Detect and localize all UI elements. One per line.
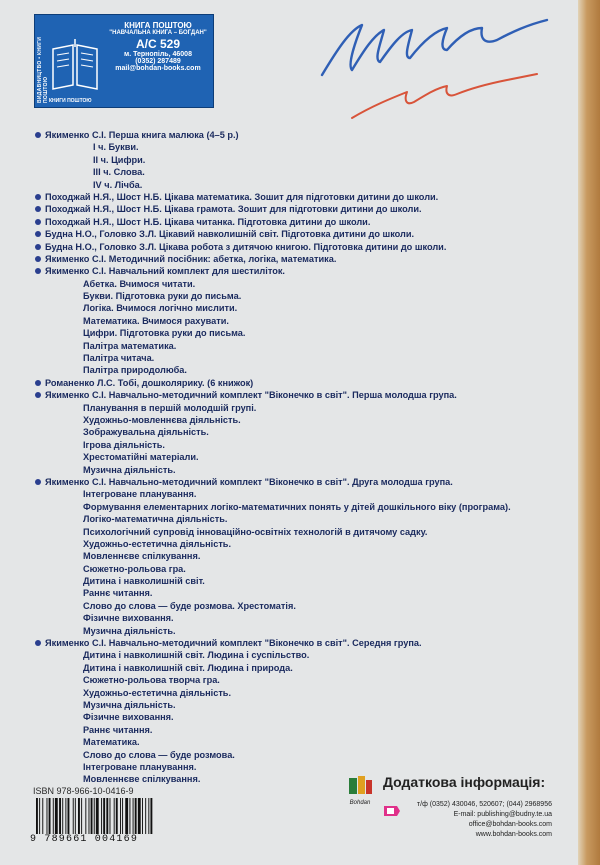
mail-box-heading: КНИГА ПОШТОЮ bbox=[124, 21, 192, 30]
catalog-subentry: Психологічний супровід інноваційно-освітніх технологій в дитячому садку. bbox=[83, 526, 428, 537]
catalog-subentry: Раннє читання. bbox=[83, 724, 153, 735]
catalog-subentry: Інтегроване планування. bbox=[83, 489, 197, 500]
catalog-subentry: Сюжетно-рольова гра. bbox=[83, 563, 186, 574]
catalog-subentry: Букви. Підготовка руки до письма. bbox=[83, 291, 242, 302]
catalog-entry: Походжай Н.Я., Шост Н.Б. Цікава читанка. Підготовка дитини до школи. bbox=[33, 216, 573, 228]
open-book-icon bbox=[49, 35, 101, 91]
barcode bbox=[30, 798, 196, 838]
catalog-subentry: ІІІ ч. Слова. bbox=[93, 167, 145, 178]
catalog-subentry: Зображувальна діяльність. bbox=[83, 427, 209, 438]
catalog-subentry: Сюжетно-рольова творча гра. bbox=[83, 675, 220, 686]
catalog-subentry: Музична діяльність. bbox=[83, 464, 176, 475]
contact-website: www.bohdan-books.com bbox=[475, 831, 552, 838]
catalog-entry: Якименко С.І. Навчально-методичний комплект "Віконечко в світ". Друга молодша група. bbox=[33, 476, 573, 488]
catalog-subentry: Палітра природолюба. bbox=[83, 365, 187, 376]
mail-box-text bbox=[105, 21, 211, 72]
mail-order-box bbox=[34, 14, 214, 108]
contact-info bbox=[402, 800, 552, 840]
catalog-subentry: Логіка. Вчимося логічно мислити. bbox=[83, 303, 238, 314]
catalog-subentry: І ч. Букви. bbox=[93, 142, 139, 153]
catalog-subentry: Художньо-естетична діяльність. bbox=[83, 687, 232, 698]
catalog-entry: Якименко С.І. Методичний посібник: абетка, логіка, математика. bbox=[33, 253, 573, 265]
catalog-subentry: Дитина і навколишній світ. Людина і суспільство. bbox=[83, 650, 310, 661]
mail-box-po-box: А/С 529 bbox=[135, 37, 181, 51]
contact-phone: т/ф (0352) 430046, 520607; (044) 2968956 bbox=[416, 801, 552, 808]
handwritten-scribble bbox=[312, 10, 562, 120]
catalog-entry: Будна Н.О., Головко З.Л. Цікава робота з дитячою книгою. Підготовка дитини до школи. bbox=[33, 241, 573, 253]
catalog-entry: Романенко Л.С. Тобі, дошколярику. (6 книжок) bbox=[33, 377, 573, 389]
book-catalog-list bbox=[33, 129, 573, 786]
catalog-subentry: Фізичне виховання. bbox=[83, 712, 174, 723]
catalog-subentry: Дитина і навколишній світ. bbox=[83, 576, 205, 587]
catalog-entry: Походжай Н.Я., Шост Н.Б. Цікава грамота. Зошит для підготовки дитини до школи. bbox=[33, 203, 573, 215]
catalog-subentry: IV ч. Лічба. bbox=[93, 179, 143, 190]
mail-box-email: mail@bohdan-books.com bbox=[115, 65, 201, 72]
catalog-subentry: Музична діяльність. bbox=[83, 625, 176, 636]
catalog-subentry: Палітра читача. bbox=[83, 353, 155, 364]
contact-email: E-mail: publishing@budny.te.ua bbox=[453, 811, 552, 818]
catalog-subentry: Планування в першій молодшій групі. bbox=[83, 402, 257, 413]
mail-box-city: м. Тернопіль, 46008 bbox=[124, 51, 192, 58]
catalog-subentry: Логіко-математична діяльність. bbox=[83, 514, 228, 525]
catalog-subentry: Слово до слова — буде розмова. bbox=[83, 749, 235, 760]
catalog-entry: Якименко С.І. Перша книга малюка (4–5 р.) bbox=[33, 129, 573, 141]
mail-box-phone: (0352) 287489 bbox=[135, 58, 181, 65]
catalog-subentry: Цифри. Підготовка руки до письма. bbox=[83, 328, 246, 339]
catalog-entry: Якименко С.І. Навчальний комплект для шестиліток. bbox=[33, 265, 573, 277]
additional-info-title: Додаткова інформація: bbox=[383, 774, 546, 790]
catalog-subentry: ІІ ч. Цифри. bbox=[93, 154, 146, 165]
catalog-subentry: Інтегроване планування. bbox=[83, 761, 197, 772]
publisher-logo bbox=[343, 772, 377, 808]
mail-box-bottom-label: КНИГИ ПОШТОЮ bbox=[49, 98, 92, 104]
catalog-entry: Будна Н.О., Головко З.Л. Цікавий навколишній світ. Підготовка дитини до школи. bbox=[33, 228, 573, 240]
catalog-subentry: Раннє читання. bbox=[83, 588, 153, 599]
catalog-subentry: Фізичне виховання. bbox=[83, 613, 174, 624]
catalog-entry: Походжай Н.Я., Шост Н.Б. Цікава математика. Зошит для підготовки дитини до школи. bbox=[33, 191, 573, 203]
catalog-subentry: Мовленнєве спілкування. bbox=[83, 551, 201, 562]
phone-icon bbox=[383, 802, 401, 820]
cover-edge bbox=[578, 0, 600, 865]
logo-text: Bohdan bbox=[349, 800, 371, 806]
catalog-subentry: Хрестоматійні матеріали. bbox=[83, 452, 199, 463]
catalog-subentry: Математика. bbox=[83, 737, 140, 748]
barcode-digits: 9 789661 004169 bbox=[30, 834, 194, 845]
catalog-subentry: Слово до слова — буде розмова. Хрестоматія. bbox=[83, 600, 296, 611]
catalog-subentry: Формування елементарних логіко-математичних понять у дітей дошкільного віку (програма). bbox=[83, 501, 511, 512]
catalog-subentry: Художньо-мовленнєва діяльність. bbox=[83, 414, 241, 425]
contact-office-email: office@bohdan-books.com bbox=[468, 821, 552, 828]
catalog-subentry: Абетка. Вчимося читати. bbox=[83, 278, 196, 289]
catalog-subentry: Музична діяльність. bbox=[83, 699, 176, 710]
catalog-subentry: Художньо-естетична діяльність. bbox=[83, 538, 232, 549]
catalog-subentry: Ігрова діяльність. bbox=[83, 439, 165, 450]
mail-box-vertical-text: ВИДАВНИЦТВО • КНИГИ ПОШТОЮ bbox=[37, 36, 49, 103]
catalog-subentry: Палітра математика. bbox=[83, 340, 177, 351]
catalog-subentry: Дитина і навколишній світ. Людина і природа. bbox=[83, 662, 293, 673]
catalog-subentry: Мовленнєве спілкування. bbox=[83, 774, 201, 785]
isbn-number: ISBN 978-966-10-0416-9 bbox=[33, 786, 134, 796]
catalog-subentry: Математика. Вчимося рахувати. bbox=[83, 315, 229, 326]
mail-box-publisher: "НАВЧАЛЬНА КНИГА – БОГДАН" bbox=[109, 30, 207, 36]
catalog-entry: Якименко С.І. Навчально-методичний комплект "Віконечко в світ". Середня група. bbox=[33, 637, 573, 649]
catalog-entry: Якименко С.І. Навчально-методичний комплект "Віконечко в світ". Перша молодша група. bbox=[33, 389, 573, 401]
